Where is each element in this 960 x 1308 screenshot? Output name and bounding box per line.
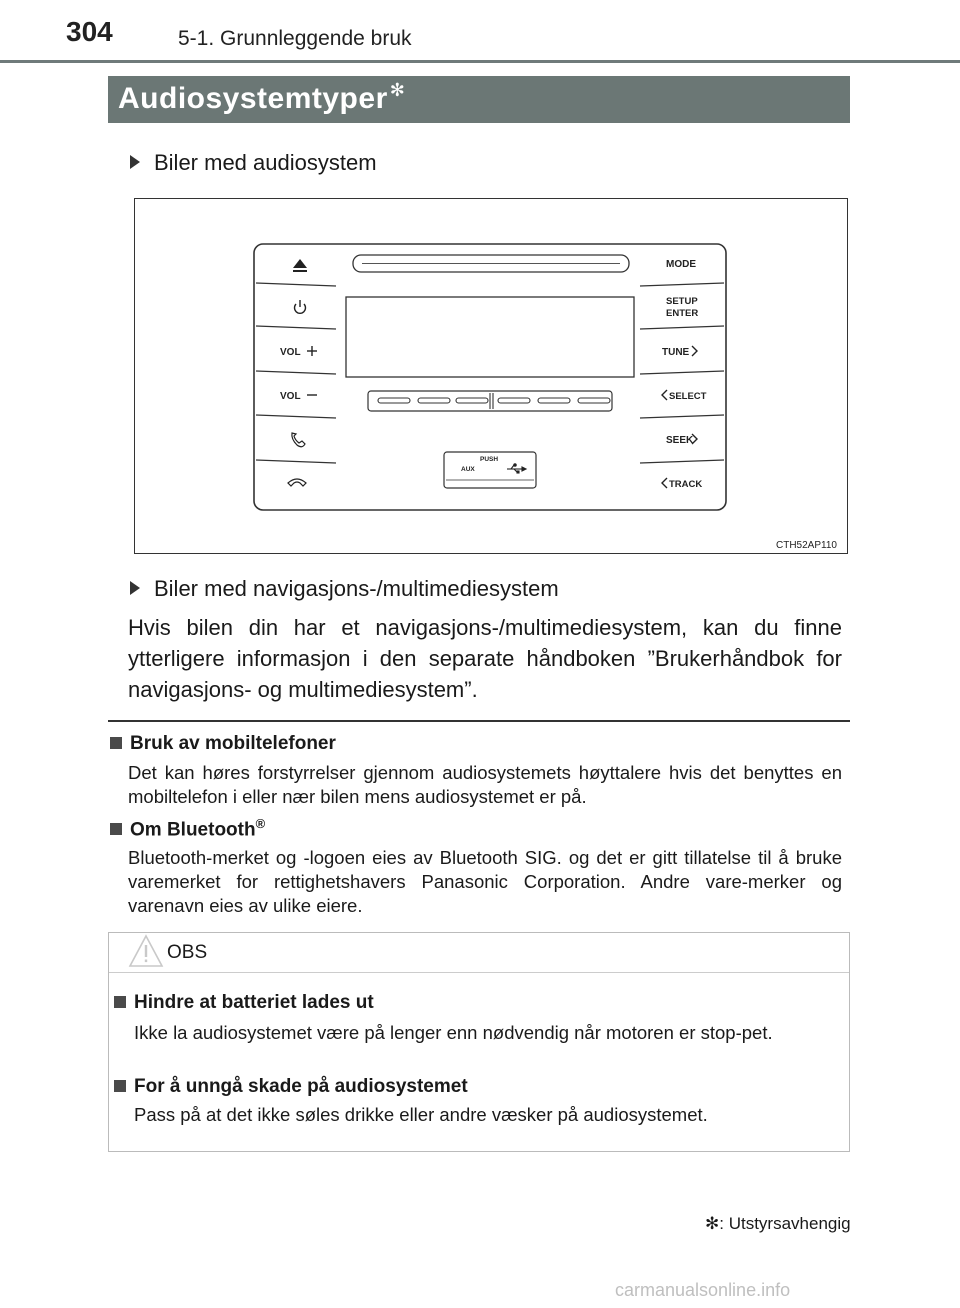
triangle-bullet-icon [130, 581, 140, 595]
header-rule [0, 60, 960, 63]
note-body-mobile: Det kan høres forstyrrelser gjennom audiosystemets høyttalere hvis det benyttes en mobiltelefon i eller nær bilen mens audiosystemet er på. [128, 762, 842, 807]
figure-code: CTH52AP110 [776, 540, 837, 551]
section-label: 5-1. Grunnleggende bruk [178, 27, 412, 50]
obs-body-damage: Pass på at det ikke søles drikke eller andre væsker på audiosystemet. [134, 1104, 708, 1125]
enter-label: ENTER [666, 308, 699, 319]
obs-heading-battery-text: Hindre at batteriet lades ut [134, 992, 374, 1013]
display-screen [346, 297, 634, 377]
push-label: PUSH [480, 456, 499, 463]
square-bullet-icon [114, 1080, 126, 1092]
footnote: ✻: Utstyrsavhengig [705, 1214, 851, 1233]
aux-label: AUX [461, 466, 475, 473]
note-body-bluetooth: Bluetooth-merket og -logoen eies av Bluetooth SIG. og det er gitt tillatelse til å bruke varemerket for rettighetshavers Panasonic Corporation. Andre vare-merker og varenavn eies av ulike eiere. [128, 847, 842, 916]
obs-heading-damage-text: For å unngå skade på audiosystemet [134, 1076, 468, 1097]
section-divider [108, 720, 850, 722]
setup-label: SETUP [666, 296, 698, 307]
vol-plus-label: VOL [280, 347, 301, 358]
note-heading-bluetooth [110, 816, 265, 841]
square-bullet-icon [114, 996, 126, 1008]
warning-triangle-icon [128, 934, 164, 968]
vol-minus-label: VOL [280, 391, 301, 402]
seek-label: SEEK [666, 435, 694, 446]
page-title [118, 82, 405, 116]
bullet-audio [130, 150, 377, 176]
obs-label: OBS [167, 942, 208, 963]
obs-heading-damage [114, 1076, 468, 1098]
intro-paragraph: Hvis bilen din har et navigasjons-/multimediesystem, kan du finne ytterligere informasjon i den separate håndboken ”Brukerhåndbok for navigasjons- og multimediesystem”. [128, 615, 842, 702]
page-title-text: Audiosystemtyper [118, 82, 388, 115]
note-heading-bluetooth-text: Om Bluetooth [130, 819, 256, 841]
square-bullet-icon [110, 737, 122, 749]
square-bullet-icon [110, 823, 122, 835]
page-number: 304 [66, 16, 113, 47]
bullet-audio-text: Biler med audiosystem [154, 150, 377, 175]
audio-unit-illustration [250, 240, 730, 514]
obs-divider [109, 972, 849, 973]
tune-label: TUNE [662, 347, 690, 358]
note-heading-mobile [110, 733, 336, 755]
select-label: SELECT [669, 391, 707, 402]
track-label: TRACK [669, 479, 703, 490]
title-asterisk: ✻ [389, 80, 406, 100]
watermark-text: carmanualsonline.info [615, 1280, 791, 1300]
mode-label: MODE [666, 259, 696, 270]
registered-mark: ® [255, 816, 266, 831]
obs-heading-battery [114, 992, 374, 1014]
bullet-navi [130, 576, 559, 602]
bullet-navi-text: Biler med navigasjons-/multimediesystem [154, 576, 559, 601]
obs-body-battery: Ikke la audiosystemet være på lenger enn nødvendig når motoren er stop-pet. [134, 1022, 773, 1043]
triangle-bullet-icon [130, 155, 140, 169]
note-heading-mobile-text: Bruk av mobiltelefoner [130, 733, 336, 754]
